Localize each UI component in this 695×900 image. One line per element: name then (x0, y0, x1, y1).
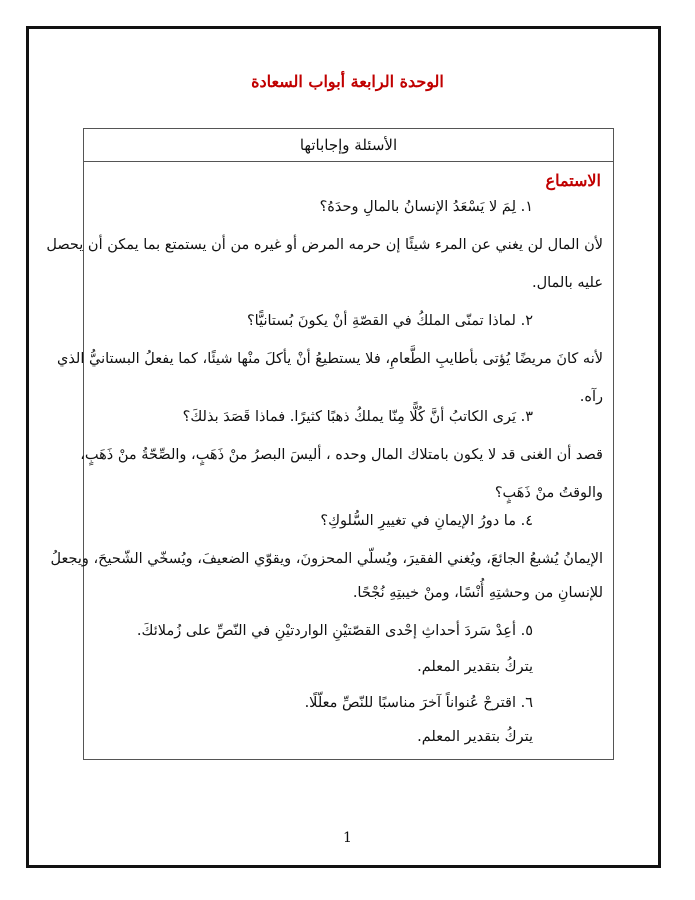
answer-1-line-1: لأن المال لن يغني عن المرء شيئًا إن حرمه المرض أو غيره من أن يستمتع بما يمكن أن يحصل (46, 237, 603, 253)
page-title: الوحدة الرابعة أبواب السعادة (251, 72, 444, 91)
answer-3-line-2: والوقتُ منْ ذَهَبٍ؟ (494, 485, 603, 501)
answer-2-line-2: رآه. (579, 389, 603, 405)
answer-2-line-1: لأنه كانَ مريضًا يُؤتى بأطايبِ الطَّعامِ، فلا يستطيعُ أنْ يأكلَ منْها شيئًا، كما يفعلُ البستانيُّ الذي (56, 351, 603, 367)
section-heading: الاستماع (545, 171, 601, 190)
content-box (46, 128, 614, 760)
answer-6: يتركُ بتقدير المعلم. (417, 729, 533, 745)
question-3: ٣. يَرى الكاتبُ أنَّ كُلًّا مِنّا يملكُ ذهبًا كثيرًا. فماذا قَصَدَ بذلكَ؟ (182, 409, 533, 425)
question-5: ٥. أعِدْ سَردَ أحداثِ إحْدى القصّتيْنِ الواردتيْنِ في النّصِّ على زُملائكَ. (136, 623, 533, 639)
question-1: ١. لِمَ لا يَسْعَدُ الإنسانُ بالمالِ وحدَهُ؟ (319, 199, 533, 215)
page-number: 1 (343, 830, 352, 846)
answer-4-line-1: الإيمانُ يُشبعُ الجائعَ، ويُغني الفقيرَ، ويُسلّي المحزونَ، ويقوّي الضعيفَ، ويُسخّي الشّحيحَ، ويجعلُ (50, 551, 603, 567)
table-header: الأسئلة وإجاباتها (84, 129, 613, 162)
answer-5: يتركُ بتقدير المعلم. (417, 659, 533, 675)
answer-3-line-1: قصد أن الغنى قد لا يكون بامتلاك المال وحده ، أليسَ البصرُ منْ ذَهَبٍ، والصِّحّةُ منْ ذَهَبٍ، (80, 447, 603, 463)
question-6: ٦. اقترحْ عُنواناً آخرَ مناسبًا للنّصِّ معلّلًا. (304, 695, 533, 711)
answer-1-line-2: عليه بالمال. (531, 275, 603, 291)
answer-4-line-2: للإنسانِ من وحشتِهِ أُنْسًا، ومنْ خيبتِهِ نُجْحًا. (352, 585, 603, 601)
question-2: ٢. لماذا تمنّى الملكُ في القصّةِ أنْ يكونَ بُستانيًّا؟ (246, 313, 533, 329)
question-4: ٤. ما دورُ الإيمانِ في تغييرِ السُّلوكِ؟ (320, 513, 533, 529)
